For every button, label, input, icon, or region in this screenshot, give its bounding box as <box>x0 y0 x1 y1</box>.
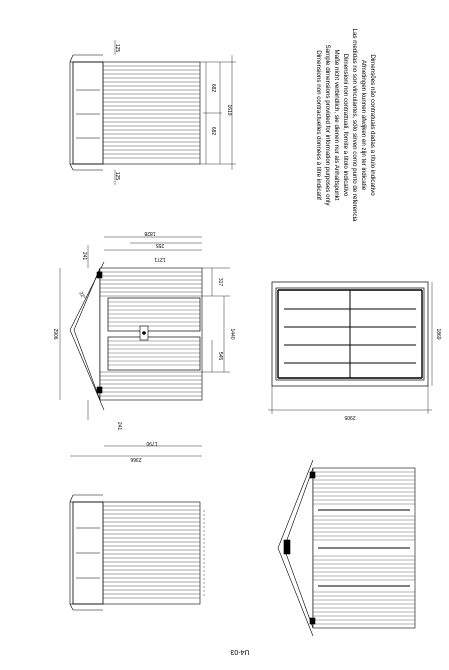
disclaimer-line-en: Sample dimensions provided for information purposes only <box>324 44 331 206</box>
dim-front-2366: 2366 <box>130 456 142 462</box>
disclaimer-line-nl: Afmetingen kunnen afwijken en zijn ter indicatie <box>360 59 367 191</box>
dim-front-317: 317 <box>217 277 223 287</box>
dim-front-1440: 1440 <box>229 328 235 340</box>
disclaimer-line-pt: Dimensões não contratuais dadas a título indicativo <box>369 54 376 196</box>
dim-side-overhang-top: 125 <box>114 43 120 53</box>
dim-side-seg-1: 682 <box>210 83 216 93</box>
dim-side-overhang-bottom: 125 <box>114 171 120 181</box>
dim-floor-depth: 1869 <box>435 328 441 340</box>
disclaimer-block <box>315 29 376 223</box>
dim-front-255: 255 <box>155 242 165 248</box>
disclaimer-line-de: Maße nicht verbindlich, sie dienen nur als Anhaltspunkt <box>333 49 340 201</box>
dim-floor-width: 2905 <box>344 414 356 420</box>
side-elevation-top <box>70 40 236 185</box>
dim-front-1828: 1828 <box>144 230 156 236</box>
dim-side-total: 1619 <box>226 104 232 116</box>
dim-front-roof-height: 241 <box>81 251 87 261</box>
disclaimer-line-fr: Dimensions non contractuelles données à titre indicatif <box>315 50 322 200</box>
page-code: U4-03 <box>230 648 250 655</box>
dim-roof-angle: 22° <box>77 290 87 301</box>
dim-front-545: 545 <box>217 351 223 361</box>
dim-side-seg-2: 682 <box>210 126 216 136</box>
dim-front-1271: 1271 <box>154 256 166 262</box>
dim-front-roof-height-bottom: 241 <box>116 421 122 431</box>
rear-elevation <box>278 460 415 636</box>
disclaimer-line-es: Las medidas no son vinculantes, sólo sirven como punto de referencia <box>351 28 358 222</box>
disclaimer-line-it: Dimensioni non contrattuali, fornite a titolo indicativo <box>342 53 349 197</box>
front-elevation <box>60 237 230 456</box>
dim-front-1790: 1790 <box>146 440 158 446</box>
dim-front-total-width: 2906 <box>52 328 58 340</box>
floor-frame-plan <box>268 282 432 414</box>
side-elevation-bottom <box>70 495 204 610</box>
